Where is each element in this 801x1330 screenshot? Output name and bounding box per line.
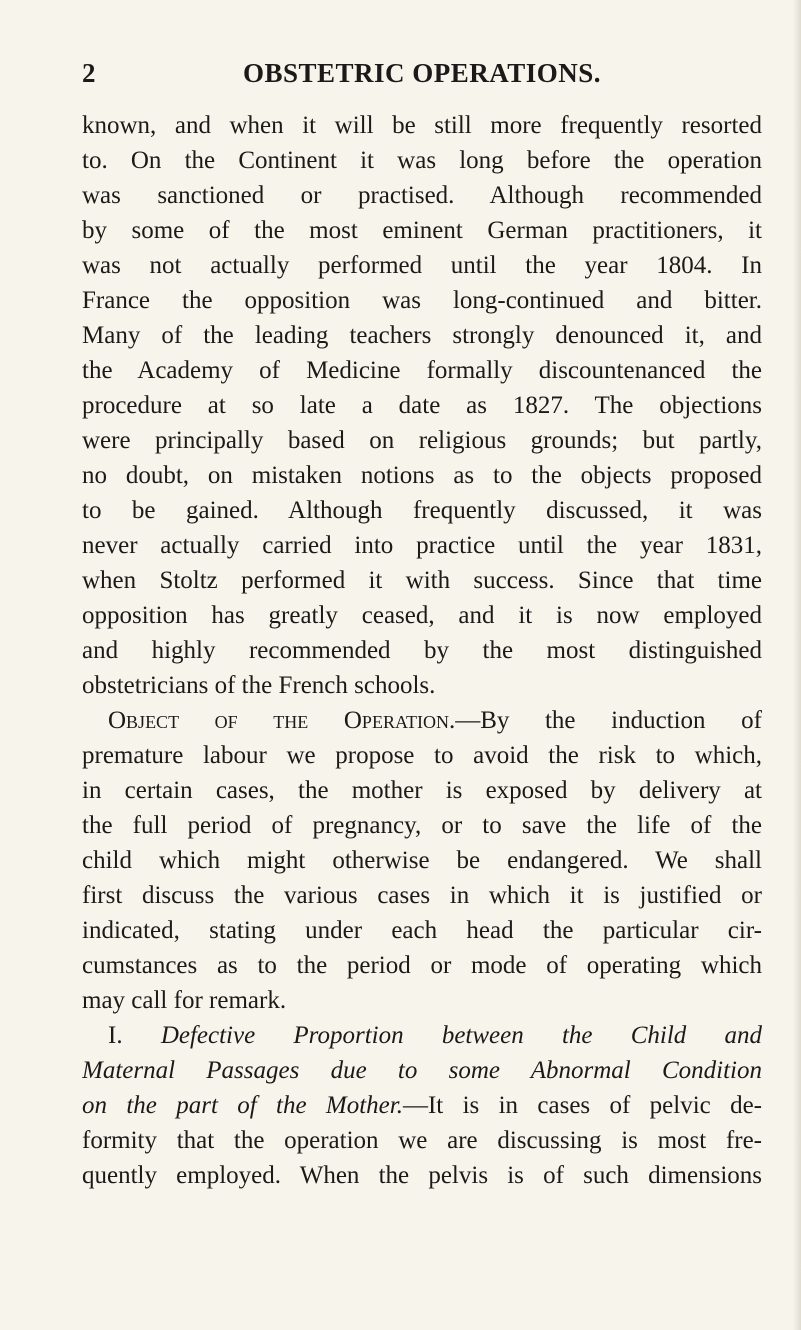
- section-numeral: I.: [108, 1022, 123, 1049]
- section-one-title-end: on the part of the Mother.: [82, 1092, 403, 1119]
- section-one-title-end-line: [82, 1088, 762, 1123]
- object-section-heading: Object of the Operation.: [108, 707, 456, 734]
- text-line: Many of the leading teachers strongly denounced it, and: [82, 322, 762, 349]
- text-line: by some of the most eminent German practitioners, it: [82, 217, 762, 244]
- text-line: indicated, stating under each head the particular cir-: [82, 917, 762, 944]
- text-line: and highly recommended by the most distinguished: [82, 637, 762, 664]
- running-head: [82, 58, 762, 92]
- page-number: 2: [82, 58, 96, 88]
- text-line: the full period of pregnancy, or to save the life of the: [82, 812, 762, 839]
- text-line: was sanctioned or practised. Although recommended: [82, 182, 762, 209]
- text-line: obstetricians of the French schools.: [82, 672, 436, 699]
- object-heading-rest: —By the induction of: [455, 707, 762, 734]
- text-line: in certain cases, the mother is exposed by delivery at: [82, 777, 762, 804]
- text-line: first discuss the various cases in which it is justified or: [82, 882, 762, 909]
- text-line: to be gained. Although frequently discussed, it was: [82, 497, 762, 524]
- text-line: the Academy of Medicine formally discountenanced the: [82, 357, 762, 384]
- text-line: may call for remark.: [82, 987, 287, 1014]
- object-heading-line: [82, 703, 762, 738]
- text-line: no doubt, on mistaken notions as to the objects proposed: [82, 462, 762, 489]
- section-one-rest: —It is in cases of pelvic de-: [402, 1092, 762, 1119]
- text-line: France the opposition was long-continued and bitter.: [82, 287, 762, 314]
- text-line: opposition has greatly ceased, and it is now employed: [82, 602, 762, 629]
- body-text: [82, 108, 762, 1193]
- section-one-title-continued: Maternal Passages due to some Abnormal Condition: [82, 1057, 762, 1084]
- text-line: child which might otherwise be endangered. We shall: [82, 847, 762, 874]
- text-line: to. On the Continent it was long before the operation: [82, 147, 762, 174]
- text-line: cumstances as to the period or mode of operating which: [82, 952, 762, 979]
- text-line: premature labour we propose to avoid the risk to which,: [82, 742, 762, 769]
- text-line: was not actually performed until the year 1804. In: [82, 252, 762, 279]
- text-line: formity that the operation we are discussing is most fre-: [82, 1127, 762, 1154]
- text-line: when Stoltz performed it with success. Since that time: [82, 567, 762, 594]
- section-one-title: Defective Proportion between the Child and: [160, 1022, 762, 1049]
- text-line: procedure at so late a date as 1827. The objections: [82, 392, 762, 419]
- section-one-heading-line: [82, 1018, 762, 1053]
- text-line: never actually carried into practice until the year 1831,: [82, 532, 762, 559]
- page-header-title: OBSTETRIC OPERATIONS.: [242, 58, 602, 88]
- text-line: quently employed. When the pelvis is of such dimensions: [82, 1162, 762, 1189]
- text-line: known, and when it will be still more frequently resorted: [82, 112, 762, 139]
- text-line: were principally based on religious grounds; but partly,: [82, 427, 762, 454]
- page-edge-shadow: [793, 0, 801, 1330]
